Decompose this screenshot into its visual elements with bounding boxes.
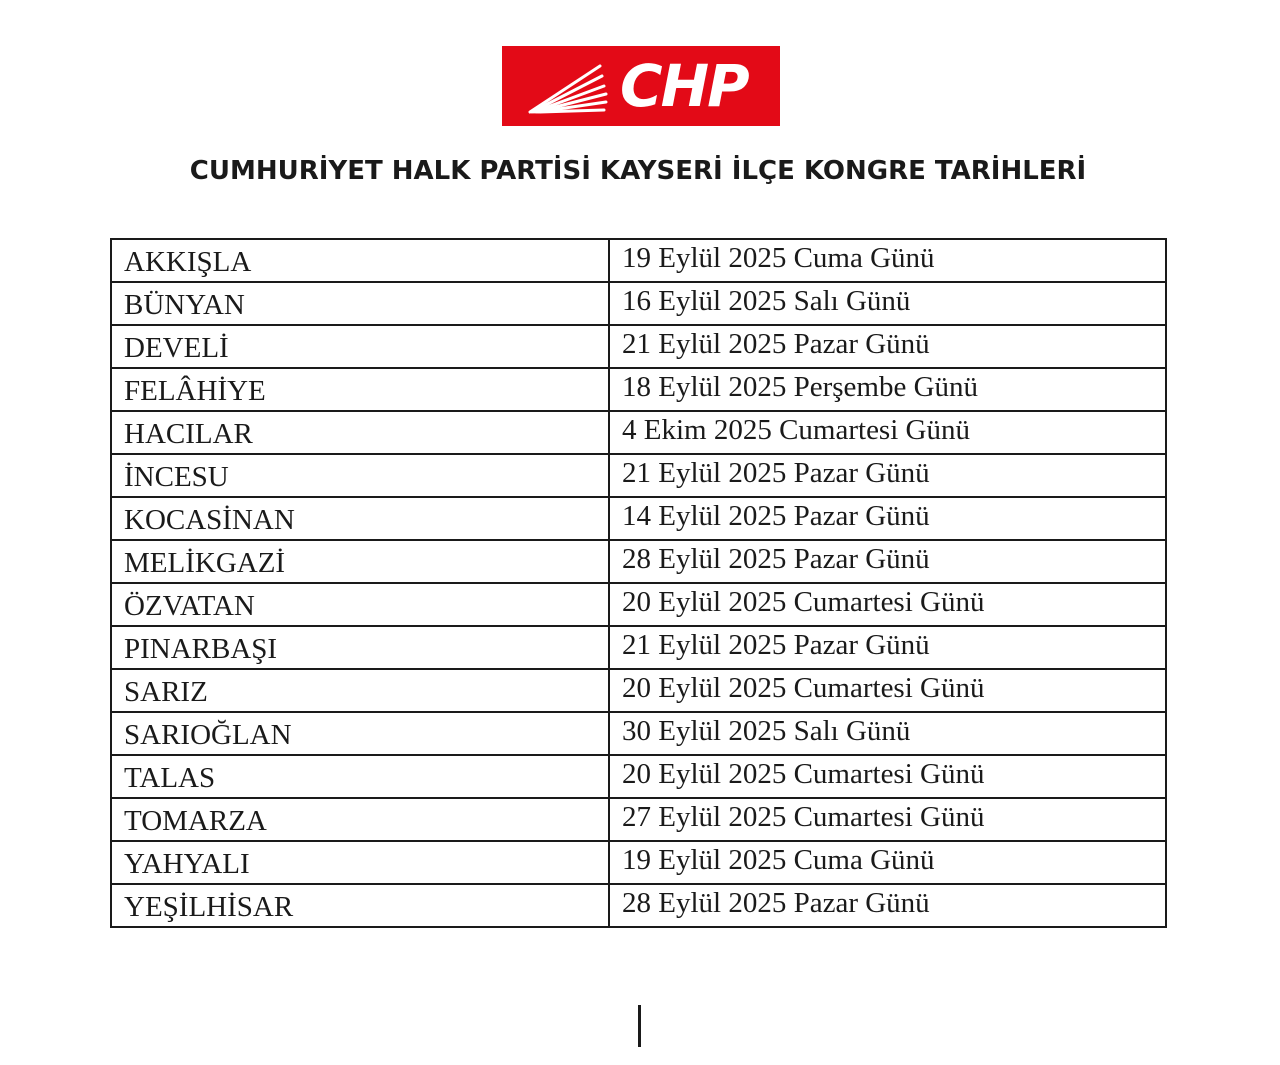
date-cell: 20 Eylül 2025 Cumartesi Günü	[609, 583, 1166, 626]
table-row	[111, 282, 1166, 325]
page-title: CUMHURİYET HALK PARTİSİ KAYSERİ İLÇE KONGRE TARİHLERİ	[189, 156, 1087, 186]
table-row	[111, 497, 1166, 540]
date-cell: 21 Eylül 2025 Pazar Günü	[609, 325, 1166, 368]
district-cell: FELÂHİYE	[111, 368, 609, 411]
table-row	[111, 583, 1166, 626]
district-cell: HACILAR	[111, 411, 609, 454]
date-cell: 14 Eylül 2025 Pazar Günü	[609, 497, 1166, 540]
district-cell: AKKIŞLA	[111, 239, 609, 282]
table-row	[111, 712, 1166, 755]
district-cell: TALAS	[111, 755, 609, 798]
table-row	[111, 884, 1166, 927]
date-cell: 20 Eylül 2025 Cumartesi Günü	[609, 669, 1166, 712]
date-cell: 21 Eylül 2025 Pazar Günü	[609, 454, 1166, 497]
district-cell: TOMARZA	[111, 798, 609, 841]
chp-logo	[502, 46, 780, 126]
table-row	[111, 325, 1166, 368]
table-row	[111, 411, 1166, 454]
district-cell: SARIOĞLAN	[111, 712, 609, 755]
district-cell: MELİKGAZİ	[111, 540, 609, 583]
table-row	[111, 626, 1166, 669]
date-cell: 19 Eylül 2025 Cuma Günü	[609, 239, 1166, 282]
date-cell: 30 Eylül 2025 Salı Günü	[609, 712, 1166, 755]
date-cell: 19 Eylül 2025 Cuma Günü	[609, 841, 1166, 884]
table-row	[111, 669, 1166, 712]
table-row	[111, 368, 1166, 411]
district-cell: İNCESU	[111, 454, 609, 497]
table-row	[111, 841, 1166, 884]
date-cell: 16 Eylül 2025 Salı Günü	[609, 282, 1166, 325]
table-row	[111, 540, 1166, 583]
district-cell: PINARBAŞI	[111, 626, 609, 669]
date-cell: 28 Eylül 2025 Pazar Günü	[609, 884, 1166, 927]
date-cell: 20 Eylül 2025 Cumartesi Günü	[609, 755, 1166, 798]
schedule-body	[111, 239, 1166, 927]
table-row	[111, 798, 1166, 841]
text-cursor-mark	[638, 1005, 641, 1047]
date-cell: 27 Eylül 2025 Cumartesi Günü	[609, 798, 1166, 841]
table-row	[111, 755, 1166, 798]
date-cell: 28 Eylül 2025 Pazar Günü	[609, 540, 1166, 583]
six-arrows-icon	[522, 54, 614, 118]
district-cell: YAHYALI	[111, 841, 609, 884]
district-cell: DEVELİ	[111, 325, 609, 368]
date-cell: 4 Ekim 2025 Cumartesi Günü	[609, 411, 1166, 454]
table-row	[111, 239, 1166, 282]
logo-text: CHP	[620, 52, 748, 120]
date-cell: 21 Eylül 2025 Pazar Günü	[609, 626, 1166, 669]
district-cell: SARIZ	[111, 669, 609, 712]
congress-schedule-table	[110, 238, 1167, 928]
table-row	[111, 454, 1166, 497]
district-cell: YEŞİLHİSAR	[111, 884, 609, 927]
district-cell: BÜNYAN	[111, 282, 609, 325]
district-cell: KOCASİNAN	[111, 497, 609, 540]
district-cell: ÖZVATAN	[111, 583, 609, 626]
date-cell: 18 Eylül 2025 Perşembe Günü	[609, 368, 1166, 411]
